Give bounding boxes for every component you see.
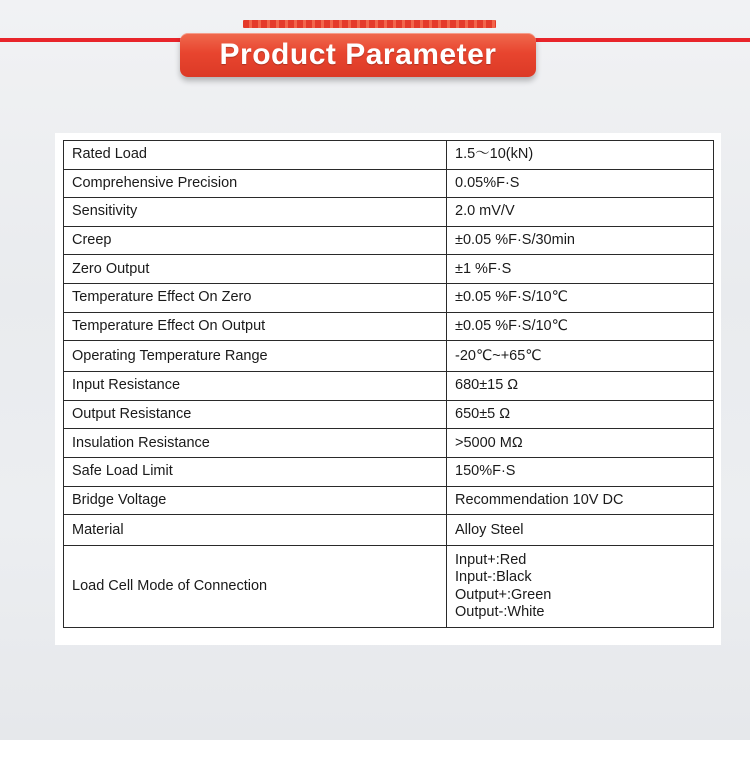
table-row (64, 169, 714, 198)
header-decorative-strip (243, 20, 496, 28)
parameter-value: ±0.05 %F·S/10℃ (447, 283, 714, 312)
parameter-label: Operating Temperature Range (64, 341, 447, 372)
table-row (64, 546, 714, 628)
parameter-label: Rated Load (64, 141, 447, 170)
parameter-label: Sensitivity (64, 198, 447, 227)
table-row (64, 226, 714, 255)
parameter-value: 2.0 mV/V (447, 198, 714, 227)
parameter-label: Insulation Resistance (64, 429, 447, 458)
parameter-value: -20℃~+65℃ (447, 341, 714, 372)
parameter-value: 650±5 Ω (447, 400, 714, 429)
table-row (64, 312, 714, 341)
title-badge (180, 33, 536, 77)
parameter-value: Alloy Steel (447, 515, 714, 546)
parameter-value: ±0.05 %F·S/10℃ (447, 312, 714, 341)
parameter-label: Load Cell Mode of Connection (64, 546, 447, 628)
table-row (64, 198, 714, 227)
connection-line: Output+:Green (455, 586, 552, 603)
parameter-value: 680±15 Ω (447, 372, 714, 401)
table-row (64, 255, 714, 284)
parameter-label: Input Resistance (64, 372, 447, 401)
table-row (64, 457, 714, 486)
parameter-label: Zero Output (64, 255, 447, 284)
table-row (64, 429, 714, 458)
table-row (64, 515, 714, 546)
parameter-label: Temperature Effect On Zero (64, 283, 447, 312)
table-row (64, 141, 714, 170)
parameter-value: 1.5～10(kN) (447, 141, 714, 170)
parameter-value: 150%F·S (447, 457, 714, 486)
parameter-value: >5000 MΩ (447, 429, 714, 458)
connection-line: Output-:White (455, 604, 545, 621)
parameter-table (63, 140, 714, 628)
parameter-label: Creep (64, 226, 447, 255)
table-row (64, 372, 714, 401)
parameter-label: Comprehensive Precision (64, 169, 447, 198)
connection-values (447, 546, 714, 628)
parameter-value: ±1 %F·S (447, 255, 714, 284)
connection-line: Input-:Black (455, 569, 532, 586)
page-title: Product Parameter (219, 38, 497, 71)
table-row (64, 400, 714, 429)
parameter-label: Safe Load Limit (64, 457, 447, 486)
parameter-value: 0.05%F·S (447, 169, 714, 198)
page-bottom-margin (0, 740, 750, 760)
connection-line: Input+:Red (455, 551, 527, 568)
table-row (64, 486, 714, 515)
parameter-label: Bridge Voltage (64, 486, 447, 515)
parameter-label: Output Resistance (64, 400, 447, 429)
parameter-value: ±0.05 %F·S/30min (447, 226, 714, 255)
parameter-label: Material (64, 515, 447, 546)
table-row (64, 283, 714, 312)
parameter-value: Recommendation 10V DC (447, 486, 714, 515)
table-row (64, 341, 714, 372)
parameter-label: Temperature Effect On Output (64, 312, 447, 341)
